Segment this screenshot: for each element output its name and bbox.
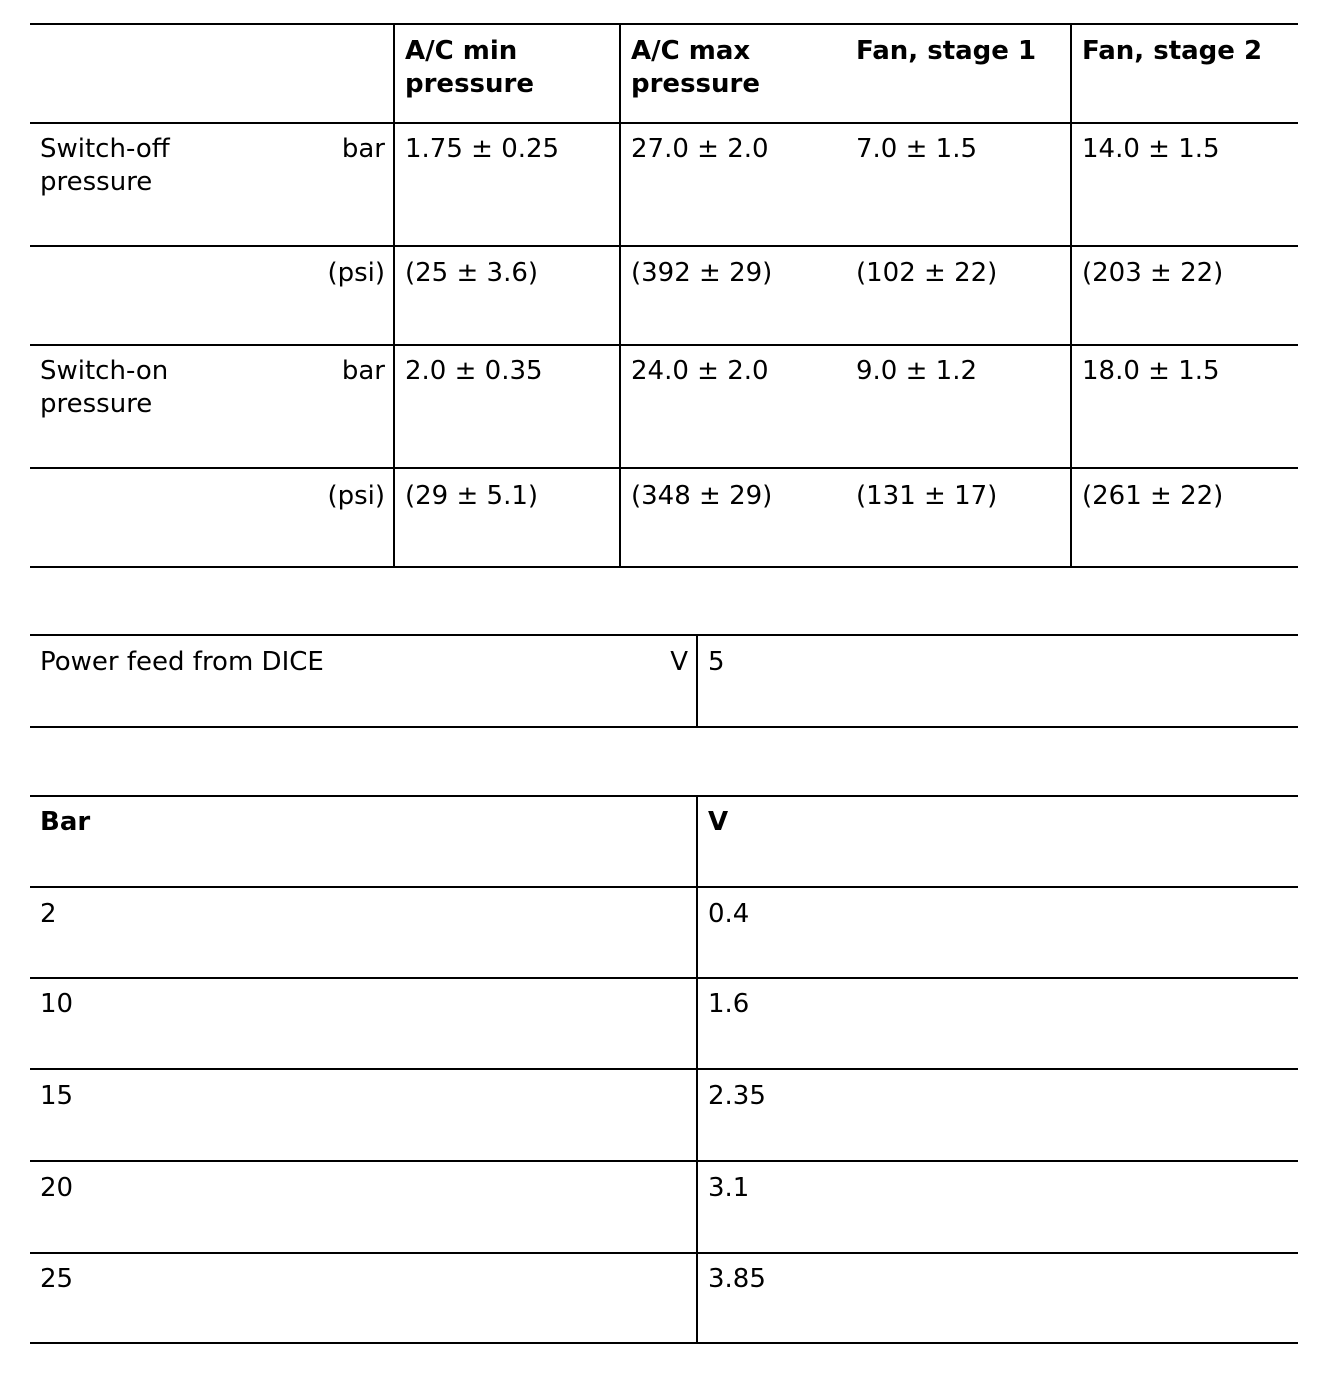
cell-ac-max: 27.0 ± 2.0 (631, 134, 769, 164)
cell-ac-min: 1.75 ± 0.25 (405, 134, 560, 164)
table-rule (393, 23, 395, 568)
table-rule (30, 1160, 1298, 1162)
cell-fan-stage-2: 14.0 ± 1.5 (1082, 134, 1220, 164)
power-feed-unit: V (670, 647, 688, 677)
cell-ac-max: 24.0 ± 2.0 (631, 356, 769, 386)
table-rule (30, 977, 1298, 979)
header-ac-min: A/C min pressure (405, 36, 534, 99)
table-rule (696, 634, 698, 728)
header-fan-stage-1: Fan, stage 1 (856, 36, 1037, 66)
table-rule (30, 1068, 1298, 1070)
header-bar: Bar (40, 807, 91, 837)
cell-fan-stage-2: 18.0 ± 1.5 (1082, 356, 1220, 386)
cell-v: 0.4 (708, 899, 750, 929)
cell-fan-stage-1: 9.0 ± 1.2 (856, 356, 978, 386)
table-rule (30, 566, 1298, 568)
table-rule (619, 23, 621, 568)
table-rule (30, 122, 1298, 124)
table-rule (30, 634, 1298, 636)
cell-ac-max: (392 ± 29) (631, 258, 773, 288)
row-unit: (psi) (327, 258, 385, 288)
row-label: Switch-off pressure (40, 134, 170, 197)
cell-ac-max: (348 ± 29) (631, 481, 773, 511)
table-rule (1070, 23, 1072, 568)
table-rule (30, 795, 1298, 797)
table-rule (30, 726, 1298, 728)
cell-bar: 10 (40, 989, 74, 1019)
cell-v: 3.85 (708, 1264, 766, 1294)
table-rule (696, 795, 698, 1344)
cell-fan-stage-2: (203 ± 22) (1082, 258, 1224, 288)
cell-v: 1.6 (708, 989, 750, 1019)
cell-bar: 25 (40, 1264, 74, 1294)
table-rule (30, 245, 1298, 247)
row-unit: (psi) (327, 481, 385, 511)
cell-bar: 2 (40, 899, 57, 929)
row-unit: bar (341, 134, 385, 164)
cell-bar: 20 (40, 1173, 74, 1203)
cell-fan-stage-1: (131 ± 17) (856, 481, 998, 511)
header-v: V (708, 807, 729, 837)
header-ac-max: A/C max pressure (631, 36, 760, 99)
table-rule (30, 886, 1298, 888)
row-label: Switch-on pressure (40, 356, 169, 419)
power-feed-label: Power feed from DICE (40, 647, 324, 677)
cell-v: 3.1 (708, 1173, 750, 1203)
table-rule (30, 1252, 1298, 1254)
cell-fan-stage-2: (261 ± 22) (1082, 481, 1224, 511)
row-unit: bar (341, 356, 385, 386)
table-rule (30, 344, 1298, 346)
cell-v: 2.35 (708, 1081, 766, 1111)
table-rule (30, 23, 1298, 25)
table-rule (30, 1342, 1298, 1344)
cell-fan-stage-1: 7.0 ± 1.5 (856, 134, 978, 164)
cell-ac-min: 2.0 ± 0.35 (405, 356, 543, 386)
header-fan-stage-2: Fan, stage 2 (1082, 36, 1263, 66)
cell-ac-min: (29 ± 5.1) (405, 481, 539, 511)
power-feed-value: 5 (708, 647, 725, 677)
cell-ac-min: (25 ± 3.6) (405, 258, 539, 288)
cell-bar: 15 (40, 1081, 74, 1111)
table-rule (30, 467, 1298, 469)
cell-fan-stage-1: (102 ± 22) (856, 258, 998, 288)
